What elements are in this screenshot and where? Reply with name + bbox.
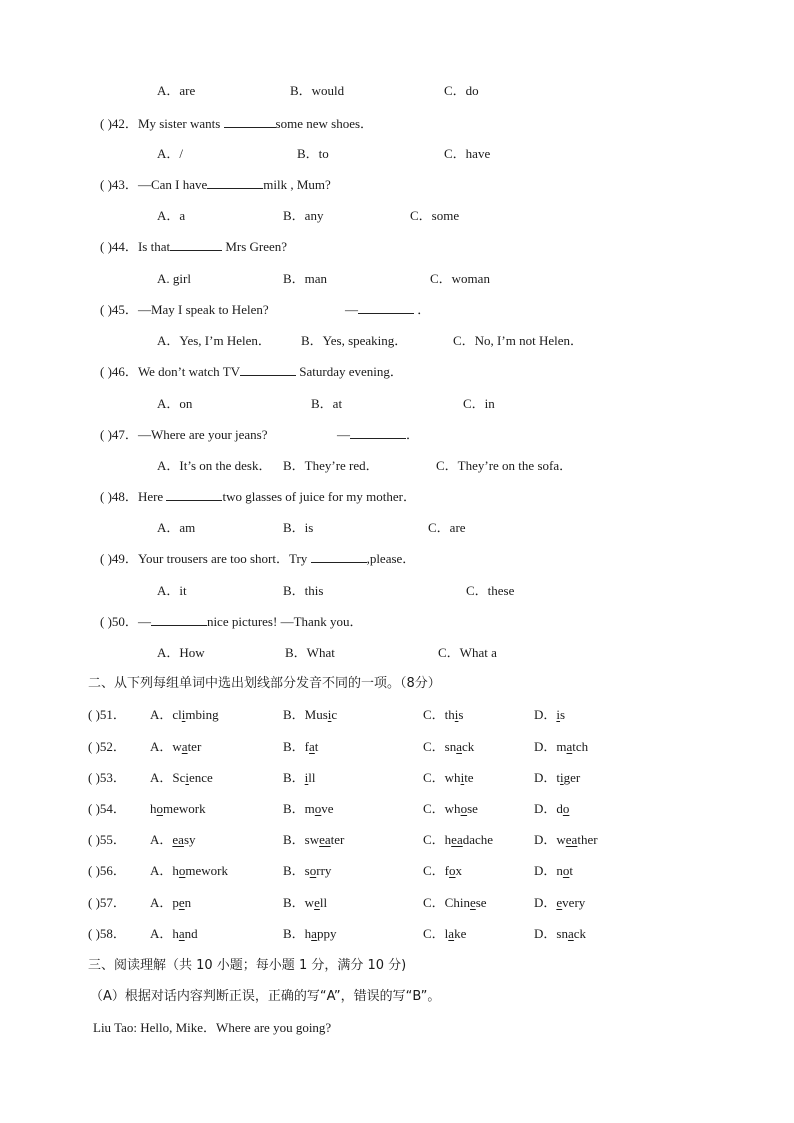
option-c: C．have xyxy=(444,146,491,161)
option-c xyxy=(423,738,474,756)
question-number: 57． xyxy=(99,895,126,910)
option-a xyxy=(150,925,198,943)
option-c: C．woman xyxy=(430,271,490,286)
answer-paren: ( ) xyxy=(100,116,112,131)
option-text-end: c xyxy=(331,707,338,722)
answer-blank[interactable] xyxy=(240,363,296,376)
phonics-row xyxy=(88,862,126,880)
option-text: C．wh xyxy=(423,770,461,785)
option-text: D．t xyxy=(534,770,561,785)
question-text: My sister wants xyxy=(137,116,224,131)
option-text-end: ck xyxy=(573,926,587,941)
option-text-end: sy xyxy=(183,832,196,847)
option-text: D．m xyxy=(534,739,567,754)
underlined-letters: o xyxy=(156,801,163,816)
question-number: 45． xyxy=(111,302,138,317)
option-text: A．Sc xyxy=(150,770,186,785)
option-text-end: dache xyxy=(462,832,494,847)
option-text: D．sn xyxy=(534,926,568,941)
underlined-letters: i xyxy=(304,770,309,785)
question-number: 46． xyxy=(111,364,138,379)
question-43 xyxy=(100,176,331,194)
answer-paren: ( ) xyxy=(88,770,100,785)
option-text-end: ck xyxy=(462,739,475,754)
option-c: C．do xyxy=(444,83,479,98)
option-b: B．would xyxy=(290,83,345,98)
question-number: 54． xyxy=(99,801,126,816)
option-a xyxy=(150,738,201,756)
underlined-letters: i xyxy=(181,707,186,722)
option-a xyxy=(150,706,219,724)
question-text-end: some new shoes． xyxy=(275,116,374,131)
underlined-letters: o xyxy=(562,801,570,816)
option-c xyxy=(423,769,474,787)
underlined-letters: o xyxy=(309,863,317,878)
option-text-end: ke xyxy=(454,926,467,941)
question-number: 53． xyxy=(99,770,126,785)
option-text-end: ll xyxy=(308,770,316,785)
option-text: C．wh xyxy=(423,801,461,816)
option-c xyxy=(423,894,487,912)
underlined-letters: o xyxy=(562,863,570,878)
option-a: A．a xyxy=(157,208,186,223)
option-text-end: ence xyxy=(189,770,213,785)
option-b xyxy=(283,769,316,787)
answer-paren: ( ) xyxy=(88,926,100,941)
option-b xyxy=(283,862,331,880)
dash: — xyxy=(337,427,350,442)
option-b: B．any xyxy=(283,208,324,223)
question-number: 52． xyxy=(99,739,126,754)
question-text: Here xyxy=(137,489,167,504)
question-number: 42． xyxy=(111,116,138,131)
question-text-end: ,please． xyxy=(366,551,416,566)
option-b: B．at xyxy=(311,396,343,411)
option-text: D．d xyxy=(534,801,563,816)
option-text: A．h xyxy=(150,863,179,878)
answer-blank[interactable] xyxy=(224,115,276,128)
option-text-end: mework xyxy=(163,801,206,816)
option-d xyxy=(534,862,573,880)
option-a xyxy=(150,831,196,849)
underlined-letters: a xyxy=(456,739,463,754)
option-text: A．w xyxy=(150,739,182,754)
question-42 xyxy=(100,115,373,133)
answer-blank[interactable] xyxy=(166,488,222,501)
question-number: 51． xyxy=(99,707,126,722)
question-text: We don’t watch TV xyxy=(137,364,241,379)
question-text-end: nice pictures! —Thank you． xyxy=(206,614,363,629)
option-d xyxy=(534,894,585,912)
option-text: C．sn xyxy=(423,739,457,754)
option-b: B．is xyxy=(283,520,314,535)
phonics-row xyxy=(88,894,126,912)
underlined-letters: o xyxy=(460,801,468,816)
question-text: —May I speak to Helen? xyxy=(137,302,269,317)
option-d xyxy=(534,925,586,943)
option-d xyxy=(534,769,580,787)
question-45-reply xyxy=(345,301,430,319)
phonics-row xyxy=(88,800,126,818)
underlined-letters: ea xyxy=(565,832,578,847)
option-text: B．w xyxy=(283,895,315,910)
option-text: B．f xyxy=(283,739,310,754)
option-text-end: very xyxy=(562,895,586,910)
underlined-letters: i xyxy=(327,707,332,722)
phonics-row xyxy=(88,925,126,943)
option-b xyxy=(283,800,334,818)
option-text: B．s xyxy=(283,863,310,878)
answer-paren: ( ) xyxy=(100,177,112,192)
question-text: Your trousers are too short．Try xyxy=(137,551,311,566)
option-c xyxy=(423,862,462,880)
option-a: A．am xyxy=(157,520,196,535)
question-47 xyxy=(100,426,268,444)
option-text-end: mbing xyxy=(185,707,219,722)
underlined-letters: i xyxy=(556,707,561,722)
question-text-end: ． xyxy=(406,427,420,442)
question-number: 47． xyxy=(111,427,138,442)
answer-paren: ( ) xyxy=(100,364,112,379)
option-text: C．f xyxy=(423,863,450,878)
option-b xyxy=(283,738,318,756)
option-text: B．Mus xyxy=(283,707,328,722)
phonics-row xyxy=(88,831,126,849)
question-text-end: milk , Mum? xyxy=(263,177,331,192)
option-a xyxy=(150,769,213,787)
option-text: C．Chin xyxy=(423,895,470,910)
option-a: A．on xyxy=(157,396,193,411)
option-text: B．m xyxy=(283,801,315,816)
answer-paren: ( ) xyxy=(100,614,112,629)
option-text: D．n xyxy=(534,863,563,878)
underlined-letters: o xyxy=(449,863,456,878)
underlined-letters: i xyxy=(454,707,459,722)
option-text: A．p xyxy=(150,895,179,910)
option-text: D．w xyxy=(534,832,566,847)
underlined-letters: ea xyxy=(451,832,463,847)
phonics-row xyxy=(88,706,126,724)
section-3-title: 三、阅读理解（共 10 小题；每小题 1 分，满分 10 分) xyxy=(88,958,407,973)
underlined-letters: a xyxy=(309,739,315,754)
option-b xyxy=(283,831,344,849)
option-a: A．are xyxy=(157,83,196,98)
option-a xyxy=(150,800,206,818)
answer-paren: ( ) xyxy=(88,832,100,847)
question-46 xyxy=(100,363,403,381)
question-text-end: two glasses of juice for my mother． xyxy=(222,489,416,504)
option-b: B．What xyxy=(285,645,335,660)
dialogue-line: Liu Tao: Hello, Mike．Where are you going? xyxy=(93,1020,332,1035)
option-d xyxy=(534,831,598,849)
option-c: C．No, I’m not Helen． xyxy=(453,333,583,348)
answer-paren: ( ) xyxy=(88,863,100,878)
dash: — xyxy=(345,302,358,317)
underlined-letters: ea xyxy=(172,832,184,847)
option-d xyxy=(534,800,569,818)
section-3-instruction: （A）根据对话内容判断正误，正确的写“A”，错误的写“B”。 xyxy=(90,989,441,1004)
underlined-letters: e xyxy=(314,895,320,910)
option-b xyxy=(283,925,336,943)
option-a xyxy=(150,894,191,912)
answer-paren: ( ) xyxy=(100,239,112,254)
option-text: C．l xyxy=(423,926,449,941)
underlined-letters: i xyxy=(560,770,564,785)
option-text-end: ter xyxy=(187,739,202,754)
option-text: A．h xyxy=(150,926,179,941)
question-text-end: Saturday evening． xyxy=(296,364,403,379)
option-text-end: t xyxy=(314,739,319,754)
question-number: 48． xyxy=(111,489,138,504)
option-text-end: ger xyxy=(563,770,581,785)
option-a: A. girl xyxy=(157,271,191,286)
option-text-end: tch xyxy=(572,739,589,754)
underlined-letters: a xyxy=(566,739,573,754)
underlined-letters: i xyxy=(185,770,190,785)
option-b xyxy=(283,706,337,724)
answer-blank[interactable] xyxy=(311,550,367,563)
option-text: C．h xyxy=(423,832,452,847)
option-c: C．in xyxy=(463,396,495,411)
question-number: 49． xyxy=(111,551,138,566)
option-b: B．They’re red． xyxy=(283,458,379,473)
answer-blank[interactable] xyxy=(350,426,406,439)
answer-blank[interactable] xyxy=(207,176,263,189)
underlined-letters: a xyxy=(178,926,185,941)
option-text-end: ppy xyxy=(316,926,337,941)
option-text-end: ter xyxy=(330,832,345,847)
option-text-end: ll xyxy=(319,895,328,910)
question-number: 58． xyxy=(99,926,126,941)
answer-paren: ( ) xyxy=(100,302,112,317)
option-b: B．this xyxy=(283,583,324,598)
option-text-end: se xyxy=(475,895,487,910)
option-c: C．What a xyxy=(438,645,497,660)
option-text: A．cl xyxy=(150,707,182,722)
option-b: B．to xyxy=(297,146,329,161)
option-c: C．some xyxy=(410,208,460,223)
option-c: C．are xyxy=(428,520,466,535)
question-44 xyxy=(100,238,287,256)
answer-paren: ( ) xyxy=(88,895,100,910)
option-text: C．th xyxy=(423,707,455,722)
question-50 xyxy=(100,613,363,631)
question-number: 44． xyxy=(111,239,138,254)
option-text-end: s xyxy=(560,707,566,722)
option-text-end: ve xyxy=(321,801,334,816)
phonics-row xyxy=(88,769,126,787)
question-number: 50． xyxy=(111,614,138,629)
option-text-end: se xyxy=(467,801,478,816)
question-number: 55． xyxy=(99,832,126,847)
underlined-letters: a xyxy=(311,926,317,941)
option-text-end: x xyxy=(455,863,463,878)
option-c xyxy=(423,925,466,943)
underlined-letters: ea xyxy=(319,832,331,847)
answer-paren: ( ) xyxy=(88,707,100,722)
option-text: h xyxy=(150,801,157,816)
question-45 xyxy=(100,301,269,319)
question-text-end: ． xyxy=(414,302,431,317)
option-a: A．It’s on the desk． xyxy=(157,458,272,473)
answer-paren: ( ) xyxy=(88,801,100,816)
option-a: A．How xyxy=(157,645,205,660)
answer-blank[interactable] xyxy=(170,238,222,251)
question-text: Is that xyxy=(137,239,171,254)
option-text-end: s xyxy=(458,707,464,722)
option-text: B． xyxy=(283,770,305,785)
option-d xyxy=(534,706,565,724)
option-c xyxy=(423,831,493,849)
question-47-reply xyxy=(337,426,419,444)
option-text-end: rry xyxy=(316,863,332,878)
option-text: B．sw xyxy=(283,832,320,847)
underlined-letters: e xyxy=(469,895,476,910)
option-text: D． xyxy=(534,707,557,722)
option-b: B．Yes, speaking． xyxy=(301,333,408,348)
option-text-end: nd xyxy=(184,926,198,941)
option-text: D． xyxy=(534,895,557,910)
option-b xyxy=(283,894,327,912)
question-text: — xyxy=(137,614,151,629)
option-d xyxy=(534,738,588,756)
underlined-letters: a xyxy=(448,926,455,941)
option-text: A． xyxy=(150,832,173,847)
section-2-title: 二、从下列每组单词中选出划线部分发音不同的一项。（8分） xyxy=(88,676,441,691)
option-text-end: ther xyxy=(577,832,598,847)
option-c xyxy=(423,800,478,818)
option-a: A．it xyxy=(157,583,187,598)
option-a: A．/ xyxy=(157,146,184,161)
option-text-end: t xyxy=(569,863,574,878)
underlined-letters: e xyxy=(178,895,185,910)
question-48 xyxy=(100,488,416,506)
answer-paren: ( ) xyxy=(100,551,112,566)
underlined-letters: a xyxy=(567,926,574,941)
option-c: C．these xyxy=(466,583,515,598)
option-text: B．h xyxy=(283,926,312,941)
option-text-end: mework xyxy=(185,863,228,878)
question-number: 56． xyxy=(99,863,126,878)
option-c: C．They’re on the sofa． xyxy=(436,458,573,473)
underlined-letters: e xyxy=(556,895,563,910)
underlined-letters: o xyxy=(178,863,186,878)
option-text-end: n xyxy=(184,895,192,910)
underlined-letters: a xyxy=(181,739,188,754)
answer-blank[interactable] xyxy=(151,613,207,626)
question-text: —Where are your jeans? xyxy=(137,427,268,442)
underlined-letters: i xyxy=(460,770,465,785)
underlined-letters: o xyxy=(314,801,322,816)
question-text: —Can I have xyxy=(137,177,208,192)
answer-blank[interactable] xyxy=(358,301,414,314)
option-text-end: te xyxy=(464,770,474,785)
question-49 xyxy=(100,550,415,568)
answer-paren: ( ) xyxy=(88,739,100,754)
option-a: A．Yes, I’m Helen． xyxy=(157,333,271,348)
option-a xyxy=(150,862,228,880)
option-b: B．man xyxy=(283,271,328,286)
question-text-end: Mrs Green? xyxy=(222,239,288,254)
answer-paren: ( ) xyxy=(100,489,112,504)
question-number: 43． xyxy=(111,177,138,192)
phonics-row xyxy=(88,738,126,756)
option-c xyxy=(423,706,463,724)
answer-paren: ( ) xyxy=(100,427,112,442)
